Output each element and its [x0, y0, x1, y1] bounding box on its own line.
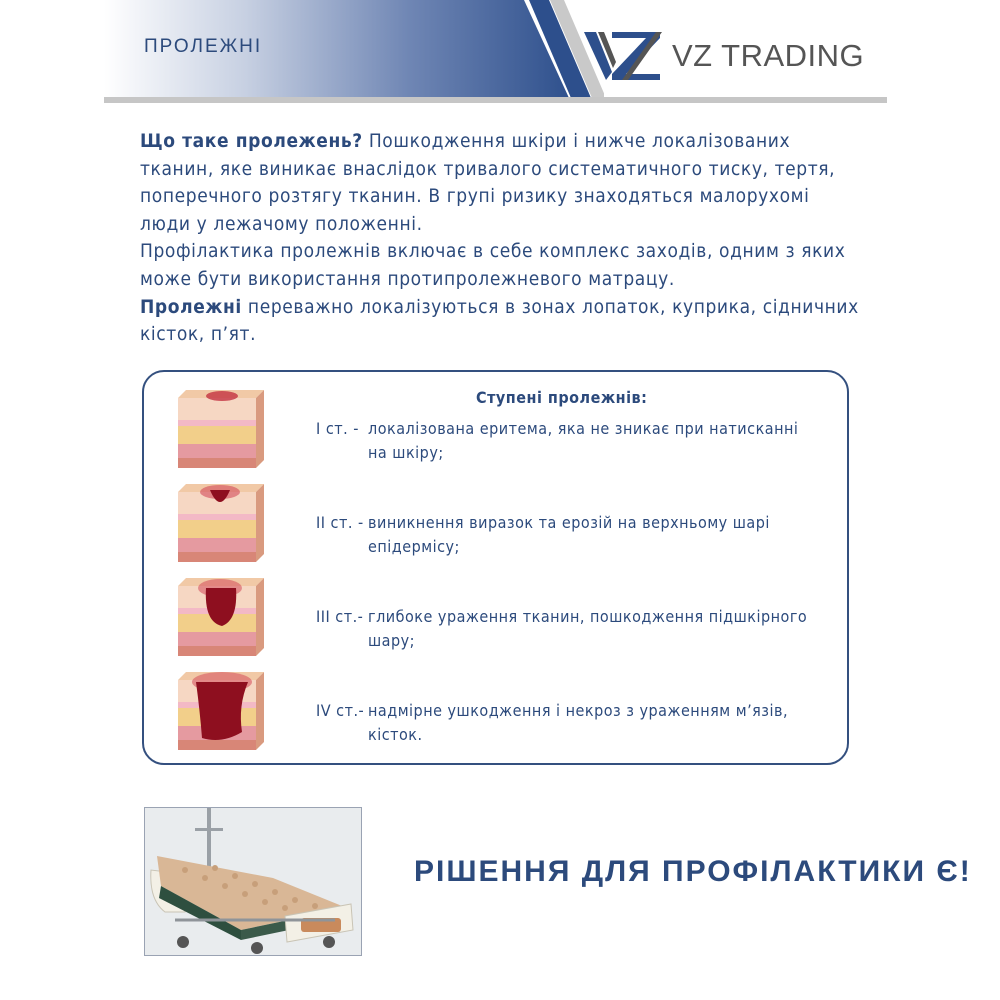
stage-3-label: III ст.-	[316, 607, 364, 626]
intro-locations-term: Пролежні	[140, 295, 242, 318]
intro-paragraph-2: Профілактика пролежнів включає в себе комплекс заходів, одним з яких може бути використання протипролежневого матрацу.	[140, 240, 846, 290]
intro-question: Що таке пролежень?	[140, 130, 363, 152]
header-banner	[104, 0, 887, 104]
page-title: ПРОЛЕЖНІ	[144, 36, 263, 57]
intro-paragraph-1	[140, 128, 860, 238]
stage-2-line-2: епідермісу;	[368, 537, 460, 556]
bed-mattress-photo	[144, 807, 362, 956]
stage-2-label: II ст. -	[316, 513, 364, 532]
stage-2-description	[316, 511, 816, 559]
stage-4-label: IV ст.-	[316, 701, 365, 720]
brand-logo	[582, 28, 864, 84]
stage-1-line-1: локалізована еритема, яка не зникає при натисканні	[368, 419, 799, 438]
stages-heading: Ступені пролежнів:	[476, 388, 648, 407]
solution-slogan: РІШЕННЯ ДЛЯ ПРОФІЛАКТИКИ Є!	[414, 855, 972, 888]
stage-4-skin-illustration	[178, 672, 264, 754]
stage-4-line-2: кісток.	[368, 725, 423, 744]
header-divider-line	[104, 97, 887, 103]
intro-definition: Пошкодження шкіри і нижче локалізованих тканин, яке виникає внаслідок тривалого систематичного тиску, тертя, поперечного розтягу тканин. В групі ризику знаходяться малорухомі люди у лежачому положенні.	[140, 130, 836, 235]
intro-locations: переважно локалізуються в зонах лопаток, куприка, сідничних кісток, п’ят.	[140, 295, 859, 346]
vz-logo-icon	[582, 28, 662, 84]
stage-3-line-2: шару;	[368, 631, 415, 650]
brand-name: VZ TRADING	[672, 38, 865, 73]
stage-4-line-1: надмірне ушкодження і некроз з ураженням м’язів,	[368, 701, 789, 720]
stage-2-skin-illustration	[178, 484, 264, 566]
stage-3-description	[316, 605, 816, 653]
stage-1-skin-illustration	[178, 390, 264, 472]
intro-paragraph-3	[140, 294, 860, 349]
intro-text	[140, 128, 860, 349]
stage-1-label: I ст. -	[316, 419, 359, 438]
stage-2-line-1: виникнення виразок та ерозій на верхньому шарі	[368, 513, 770, 532]
stage-3-skin-illustration	[178, 578, 264, 660]
stage-1-line-2: на шкіру;	[368, 443, 444, 462]
bed-photo-illustration	[145, 808, 362, 956]
stage-1-description	[316, 417, 816, 465]
stage-3-line-1: глибоке ураження тканин, пошкодження підшкірного	[368, 607, 808, 626]
stage-4-description	[316, 699, 816, 747]
